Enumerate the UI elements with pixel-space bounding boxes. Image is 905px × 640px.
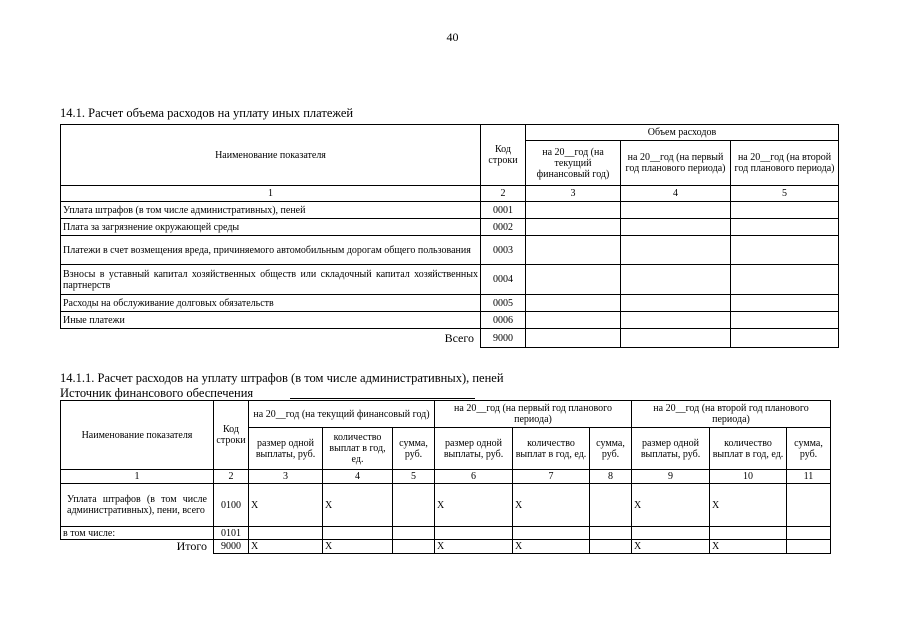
header-payment-count: количество выплат в год, ед. bbox=[710, 428, 787, 470]
value-cell[interactable] bbox=[526, 265, 621, 295]
column-number: 3 bbox=[249, 470, 323, 484]
value-cell[interactable] bbox=[787, 527, 831, 540]
table-row bbox=[61, 265, 839, 295]
value-cell[interactable] bbox=[621, 236, 731, 265]
column-number: 4 bbox=[621, 186, 731, 202]
column-number: 7 bbox=[513, 470, 590, 484]
value-cell[interactable] bbox=[731, 219, 839, 236]
row-name: Расходы на обслуживание долговых обязательств bbox=[61, 295, 481, 312]
x-mark: X bbox=[435, 540, 513, 554]
value-cell[interactable] bbox=[621, 329, 731, 348]
value-cell[interactable] bbox=[513, 527, 590, 540]
value-cell[interactable] bbox=[526, 219, 621, 236]
table-row bbox=[61, 295, 839, 312]
value-cell[interactable] bbox=[526, 202, 621, 219]
column-number: 5 bbox=[393, 470, 435, 484]
value-cell[interactable] bbox=[526, 312, 621, 329]
header-payment-count: количество выплат в год, ед. bbox=[323, 428, 393, 470]
row-name: Платежи в счет возмещения вреда, причиняемого автомобильным дорогам общего пользования bbox=[61, 236, 481, 265]
header-sum: сумма, руб. bbox=[787, 428, 831, 470]
column-number: 4 bbox=[323, 470, 393, 484]
header-first-plan-year: на 20__год (на первый год планового периода) bbox=[435, 401, 632, 428]
header-row-code: Код строки bbox=[214, 401, 249, 470]
row-code: 0003 bbox=[481, 236, 526, 265]
column-number: 2 bbox=[214, 470, 249, 484]
value-cell[interactable] bbox=[787, 540, 831, 554]
x-mark: X bbox=[513, 540, 590, 554]
column-number: 6 bbox=[435, 470, 513, 484]
value-cell[interactable] bbox=[393, 540, 435, 554]
value-cell[interactable] bbox=[526, 329, 621, 348]
value-cell[interactable] bbox=[710, 527, 787, 540]
value-cell[interactable] bbox=[435, 527, 513, 540]
row-code: 0004 bbox=[481, 265, 526, 295]
header-row-code: Код строки bbox=[481, 125, 526, 186]
value-cell[interactable] bbox=[621, 312, 731, 329]
table-row bbox=[61, 236, 839, 265]
row-code: 0101 bbox=[214, 527, 249, 540]
total-row bbox=[61, 540, 831, 554]
value-cell[interactable] bbox=[621, 265, 731, 295]
header-second-plan-year: на 20__год (на второй год планового периода) bbox=[632, 401, 831, 428]
column-number: 5 bbox=[731, 186, 839, 202]
column-number: 10 bbox=[710, 470, 787, 484]
header-indicator-name: Наименование показателя bbox=[61, 125, 481, 186]
page-number: 40 bbox=[446, 30, 459, 44]
column-number: 11 bbox=[787, 470, 831, 484]
value-cell[interactable] bbox=[323, 527, 393, 540]
section-title-14-1-1: 14.1.1. Расчет расходов на уплату штрафов (в том числе административных), пеней bbox=[60, 371, 504, 385]
section-title-14-1: 14.1. Расчет объема расходов на уплату иных платежей bbox=[60, 106, 354, 120]
value-cell[interactable] bbox=[632, 527, 710, 540]
value-cell[interactable] bbox=[590, 484, 632, 527]
row-code: 0005 bbox=[481, 295, 526, 312]
header-payment-size: размер одной выплаты, руб. bbox=[249, 428, 323, 470]
total-label: Итого bbox=[61, 540, 214, 554]
column-number: 8 bbox=[590, 470, 632, 484]
column-number: 1 bbox=[61, 470, 214, 484]
x-mark: X bbox=[710, 540, 787, 554]
header-current-year: на 20__год (на текущий финансовый год) bbox=[526, 141, 621, 186]
row-name: Взносы в уставный капитал хозяйственных обществ или складочный капитал хозяйственных партнерств bbox=[61, 265, 481, 295]
header-first-plan-year: на 20__год (на первый год планового периода) bbox=[621, 141, 731, 186]
x-mark: X bbox=[632, 484, 710, 527]
table-row bbox=[61, 312, 839, 329]
row-name: Иные платежи bbox=[61, 312, 481, 329]
value-cell[interactable] bbox=[731, 329, 839, 348]
value-cell[interactable] bbox=[787, 484, 831, 527]
header-payment-size: размер одной выплаты, руб. bbox=[435, 428, 513, 470]
row-name: Уплата штрафов (в том числе административных), пени, всего bbox=[61, 484, 214, 527]
header-payment-size: размер одной выплаты, руб. bbox=[632, 428, 710, 470]
row-name: в том числе: bbox=[61, 527, 214, 540]
header-payment-count: количество выплат в год, ед. bbox=[513, 428, 590, 470]
x-mark: X bbox=[249, 484, 323, 527]
header-indicator-name: Наименование показателя bbox=[61, 401, 214, 470]
total-row bbox=[61, 329, 839, 348]
row-code: 0002 bbox=[481, 219, 526, 236]
header-sum: сумма, руб. bbox=[590, 428, 632, 470]
table-row bbox=[61, 202, 839, 219]
total-code: 9000 bbox=[481, 329, 526, 348]
funding-source-label: Источник финансового обеспечения bbox=[60, 386, 254, 400]
column-number: 2 bbox=[481, 186, 526, 202]
x-mark: X bbox=[323, 484, 393, 527]
fines-payment-table bbox=[60, 400, 831, 554]
value-cell[interactable] bbox=[621, 219, 731, 236]
value-cell[interactable] bbox=[590, 527, 632, 540]
total-code: 9000 bbox=[214, 540, 249, 554]
value-cell[interactable] bbox=[249, 527, 323, 540]
x-mark: X bbox=[632, 540, 710, 554]
x-mark: X bbox=[323, 540, 393, 554]
value-cell[interactable] bbox=[621, 202, 731, 219]
header-second-plan-year: на 20__год (на второй год планового периода) bbox=[731, 141, 839, 186]
x-mark: X bbox=[513, 484, 590, 527]
header-current-year: на 20__год (на текущий финансовый год) bbox=[249, 401, 435, 428]
value-cell[interactable] bbox=[731, 202, 839, 219]
value-cell[interactable] bbox=[731, 295, 839, 312]
header-sum: сумма, руб. bbox=[393, 428, 435, 470]
header-expense-volume: Объем расходов bbox=[526, 125, 839, 141]
value-cell[interactable] bbox=[731, 312, 839, 329]
x-mark: X bbox=[249, 540, 323, 554]
value-cell[interactable] bbox=[621, 295, 731, 312]
value-cell[interactable] bbox=[526, 295, 621, 312]
table-row bbox=[61, 219, 839, 236]
value-cell[interactable] bbox=[526, 236, 621, 265]
row-name: Плата за загрязнение окружающей среды bbox=[61, 219, 481, 236]
value-cell[interactable] bbox=[393, 484, 435, 527]
total-label: Всего bbox=[61, 329, 481, 348]
value-cell[interactable] bbox=[393, 527, 435, 540]
column-number: 1 bbox=[61, 186, 481, 202]
column-number: 9 bbox=[632, 470, 710, 484]
row-code: 0006 bbox=[481, 312, 526, 329]
value-cell[interactable] bbox=[731, 265, 839, 295]
x-mark: X bbox=[710, 484, 787, 527]
column-number: 3 bbox=[526, 186, 621, 202]
other-payments-table bbox=[60, 124, 839, 348]
row-name: Уплата штрафов (в том числе административных), пеней bbox=[61, 202, 481, 219]
funding-source-underline[interactable] bbox=[290, 398, 475, 399]
table-row bbox=[61, 527, 831, 540]
row-code: 0100 bbox=[214, 484, 249, 527]
x-mark: X bbox=[435, 484, 513, 527]
value-cell[interactable] bbox=[731, 236, 839, 265]
table-row bbox=[61, 484, 831, 527]
value-cell[interactable] bbox=[590, 540, 632, 554]
row-code: 0001 bbox=[481, 202, 526, 219]
